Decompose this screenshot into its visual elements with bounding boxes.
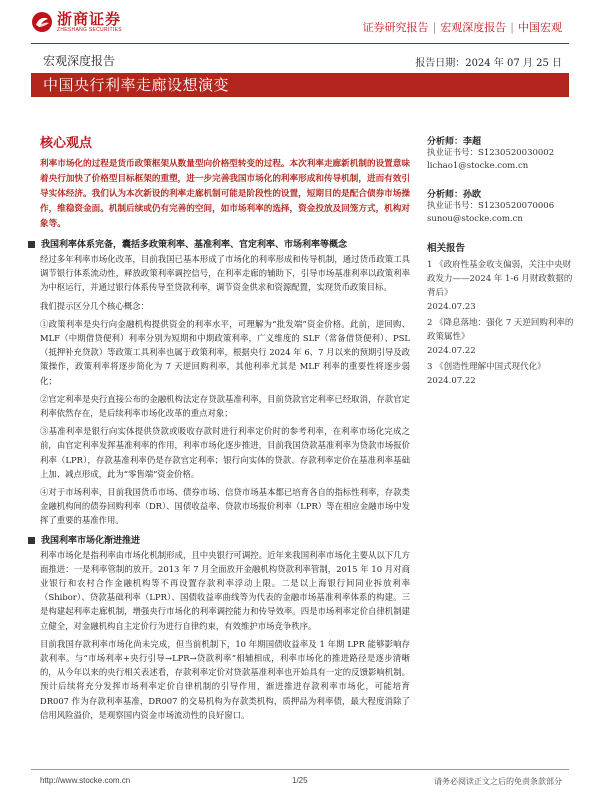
page-number: 1/25 [292,776,308,785]
header-category-nav: 证券研究报告 | 宏观深度报告 | 中国宏观 [362,21,562,34]
main-column [40,132,410,722]
section-heading: 我国利率体系完备，囊括多政策利率、基准利率、官定利率、市场利率等概念 [40,238,410,252]
nav-china-macro: 中国宏观 [518,21,562,34]
core-view-summary: 利率市场化的过程是货币政策框架从数量型向价格型转变的过程。本次利率走廊新机制的设置意味着央行加快了价格型目标框架的重塑，进一步完善我国市场化的利率形成和传导机制，进而有效引导实体经济。我们认为本次新设的利率走廊机制可能是阶段性的设置，短期目的是配合债券市场操作，维稳资金面。机制后续或仍有完善的空间，如市场利率的选择，资金投放及回笼方式，机构对象等。 [40,159,410,229]
paragraph: 我们提示区分几个核心概念： [40,300,149,311]
section-heading: 我国利率市场化渐进推进 [40,534,410,548]
analyst-card [427,134,577,173]
logo-name-en: ZHESHANG SECURITIES [57,27,122,33]
related-report-item[interactable]: 2 《降息落地：强化 7 天逆回购利率的政策属性》 2024.07.22 [427,318,574,356]
analyst-card [427,187,577,226]
bullet-square-icon [28,537,35,544]
analyst-email[interactable]: sunou@stocke.com.cn [427,214,523,224]
section-rate-system [40,238,410,528]
analyst-cert: 执业证书号：S1230520030002 [427,148,555,158]
bullet-square-icon [28,241,35,248]
paragraph-market-rate: ④对于市场利率，目前我国货币市场、债券市场、信贷市场基本都已培育各自的指标性利率，存款类金融机构间的债券回购利率（DR）、国债收益率、贷款市场报价利率（LPR）等在相应金融市场中发挥了重要的基准作用。 [40,487,410,526]
footer-disclaimer: 请务必阅读正文之后的免责条款部分 [434,777,562,786]
company-logo [31,11,122,33]
paragraph: 目前我国存款利率市场化尚未完成，但当前机制下，10 年期国债收益率及 1 年期 LPR 能够影响存款利率。与“市场利率+央行引导→LPR→贷款利率”相辅相成，利率市场化的推进路径是逐步清晰的，从今年以来的央行相关表述看，存款利率定价对贷款基准利率也开始具有一定的反馈影响机制。预计后续将充分发挥市场利率定价自律机制的引导作用，渐进推进存款利率市场化，可能培育 DR007 作为存款利率基准，DR007 的交易机构为存款类机构，质押品为利率债，最大程度消除了信用风险溢价，是观察国内资金市场流动性的良好窗口。 [40,638,410,720]
footer-url-link[interactable]: http://www.stocke.com.cn [40,776,131,785]
sidebar [427,134,577,390]
related-reports-heading: 相关报告 [427,243,466,254]
footer-divider [31,769,569,770]
related-report-item[interactable]: 3 《创造性理解中国式现代化》 2024.07.22 [427,362,546,386]
report-type: 宏观深度报告 [43,54,116,68]
analyst-email[interactable]: lichao1@stocke.com.cn [427,161,529,171]
analyst-name: 分析师：孙欧 [427,190,482,200]
related-report-item[interactable]: 1 《政府性基金收支偏弱，关注中央财政发力——2024 年 1-6 月财政数据的背后》 2024.07.23 [427,260,573,312]
title-band [31,73,569,97]
logo-emblem-icon [31,11,53,33]
paragraph: 利率市场化是指利率由市场化机制形成，且中央银行可调控。近年来我国利率市场化主要从以下几方面推进：一是利率管制的放开。2013 年 7 月全面放开金融机构贷款利率管制，2015 年 10 月对商业银行和农村合作金融机构等不再设置存款利率浮动上限。二是以上海银行间同业拆放利率（Shibor）、贷款基础利率（LPR）、国债收益率曲线等为代表的金融市场基准利率体系的构建。三是构建起利率走廊机制，增强央行市场化的利率调控能力和传导效率。四是市场利率定价自律机制建立健全，对金融机构自主定价行为进行自律约束，有效维护市场竞争秩序。 [40,549,410,631]
core-view-heading: 核心观点 [40,136,93,151]
paragraph-policy-rate: ①政策利率是央行向金融机构提供资金的利率水平，可理解为“批发端”资金价格。此前，逆回购、MLF（中期借贷便利）利率分别为短期和中期政策利率，广义维度的 SLF（常备借贷便利）、PSL（抵押补充贷款）等政策工具利率也属于政策利率，根据央行 2024 年 6、7 月以来的预期引导及政策操作，政策利率将逐步简化为 7 天逆回购利率，其他利率尤其是 MLF 利率的重要性将逐步弱化； [40,318,410,386]
report-title: 中国央行利率走廊设想演变 [43,76,230,94]
section-rate-liberalization [40,534,410,722]
paragraph-official-rate: ②官定利率是央行直接公布的金融机构法定存贷款基准利率，目前贷款官定利率已经取消，存款官定利率依然存在，是后续利率市场化改革的重点对象； [40,393,410,419]
analyst-name: 分析师：李超 [427,137,482,147]
nav-research-report: 证券研究报告 [362,21,429,34]
nav-macro-deep: 宏观深度报告 [440,21,507,34]
analyst-cert: 执业证书号：S1230520070006 [427,201,555,211]
logo-name-cn: 浙商证券 [57,10,122,28]
report-date: 报告日期：2024 年 07 月 25 日 [415,58,562,69]
paragraph-benchmark-rate: ③基准利率是银行向实体提供贷款或吸收存款时进行利率定价时的参考利率，在利率市场化完成之前，由官定利率发挥基准利率的作用，利率市场化逐步推进，目前我国贷款基准利率为贷款市场报价利率（LPR），存款基准利率仍是存款官定利率；银行向实体的贷款、存款利率定价在基准利率基础上加、减点形成，此为“零售端”资金价格。 [40,426,410,479]
paragraph: 经过多年利率市场化改革，目前我国已基本形成了市场化的利率形成和传导机制，通过货币政策工具调节银行体系流动性，释放政策利率调控信号，在利率走廊的辅助下，引导市场基准利率以政策利率为中枢运行，并通过银行体系传导至贷款利率，调节资金供求和资源配置，实现货币政策目标。 [40,254,410,293]
header-divider [31,43,569,44]
